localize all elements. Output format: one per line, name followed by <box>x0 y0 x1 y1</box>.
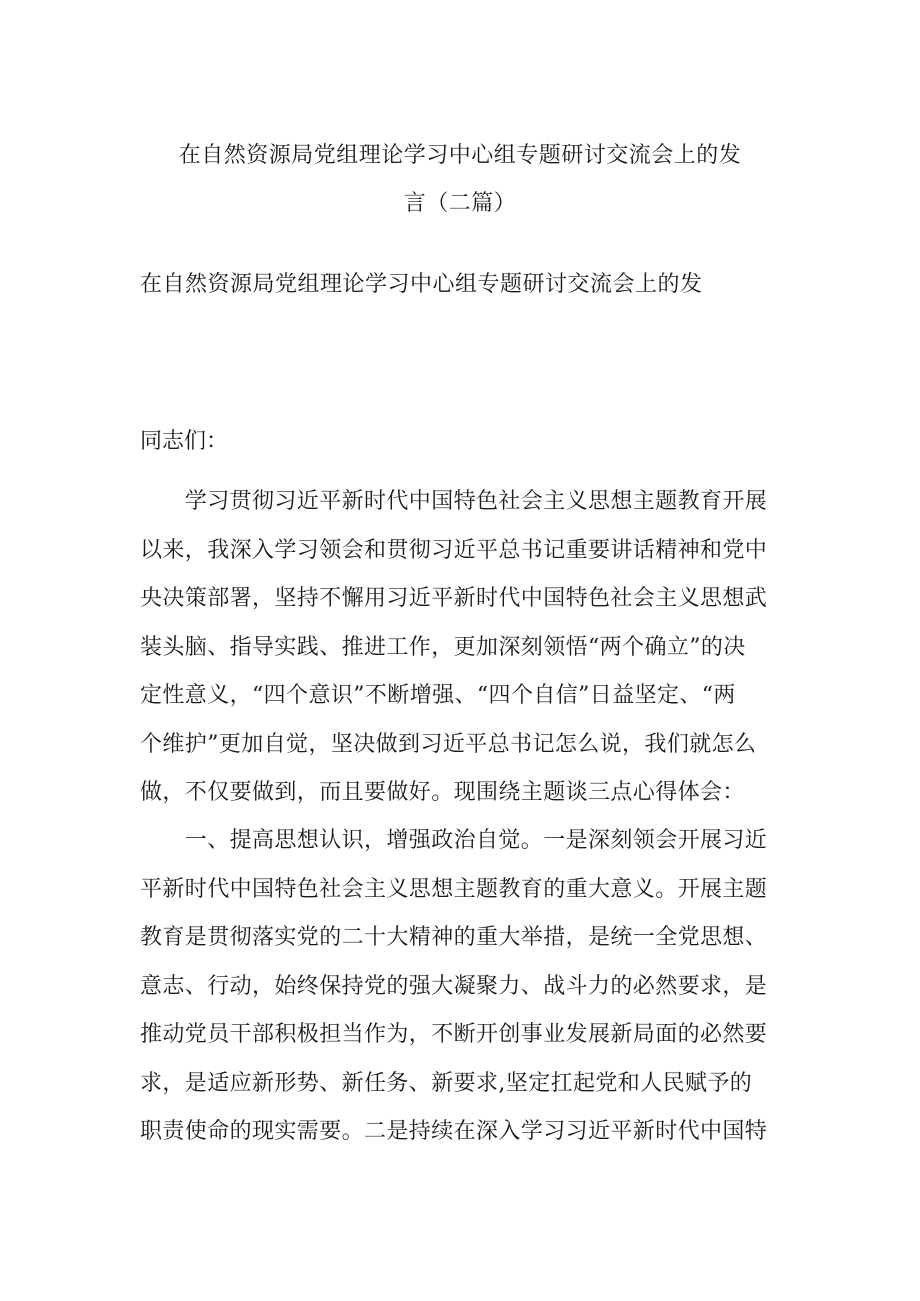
paragraph-2-line: 推动党员干部积极担当作为，不断开创事业发展新局面的必然要 <box>140 1022 768 1047</box>
paragraph-1-line: 学习贯彻习近平新时代中国特色社会主义思想主题教育开展 <box>140 489 768 514</box>
paragraph-1-line: 以来，我深入学习领会和贯彻习近平总书记重要讲话精神和党中 <box>140 537 768 563</box>
paragraph-1 <box>140 487 790 827</box>
paragraph-1-line: 央决策部署，坚持不懈用习近平新时代中国特色社会主义思想武 <box>140 586 768 611</box>
paragraph-1-line: 个维护”更加自觉，坚决做到习近平总书记怎么说，我们就怎么 <box>140 731 757 757</box>
paragraph-2-line: 平新时代中国特色社会主义思想主题教育的重大意义。开展主题 <box>140 876 768 902</box>
paragraph-2-line: 一、提高思想认识，增强政治自觉。一是深刻领会开展习近 <box>140 828 768 853</box>
paragraph-1-line: 做，不仅要做到，而且要做好。现围绕主题谈三点心得体会： <box>140 780 745 805</box>
paragraph-2-line: 教育是贯彻落实党的二十大精神的重大举措，是统一全党思想、 <box>140 925 768 950</box>
document-subtitle: 在自然资源局党组理论学习中心组专题研讨交流会上的发 <box>140 272 703 297</box>
document-title-line-2: 言（二篇） <box>403 191 517 216</box>
document-title-line-1: 在自然资源局党组理论学习中心组专题研讨交流会上的发 <box>178 143 742 168</box>
paragraph-1-line: 装头脑、指导实践、推进工作，更加深刻领悟“两个确立”的决 <box>140 634 746 660</box>
paragraph-1-line: 定性意义，“四个意识”不断增强、“四个自信”日益坚定、“两 <box>140 683 736 708</box>
paragraph-2-line: 职责使命的现实需要。二是持续在深入学习习近平新时代中国特 <box>140 1119 768 1144</box>
paragraph-2 <box>140 826 790 1166</box>
paragraph-2-line: 意志、行动，始终保持党的强大凝聚力、战斗力的必然要求，是 <box>140 973 768 999</box>
salutation: 同志们： <box>140 429 229 454</box>
paragraph-2-line: 求，是适应新形势、新任务、新要求,坚定扛起党和人民赋予的 <box>140 1070 753 1096</box>
